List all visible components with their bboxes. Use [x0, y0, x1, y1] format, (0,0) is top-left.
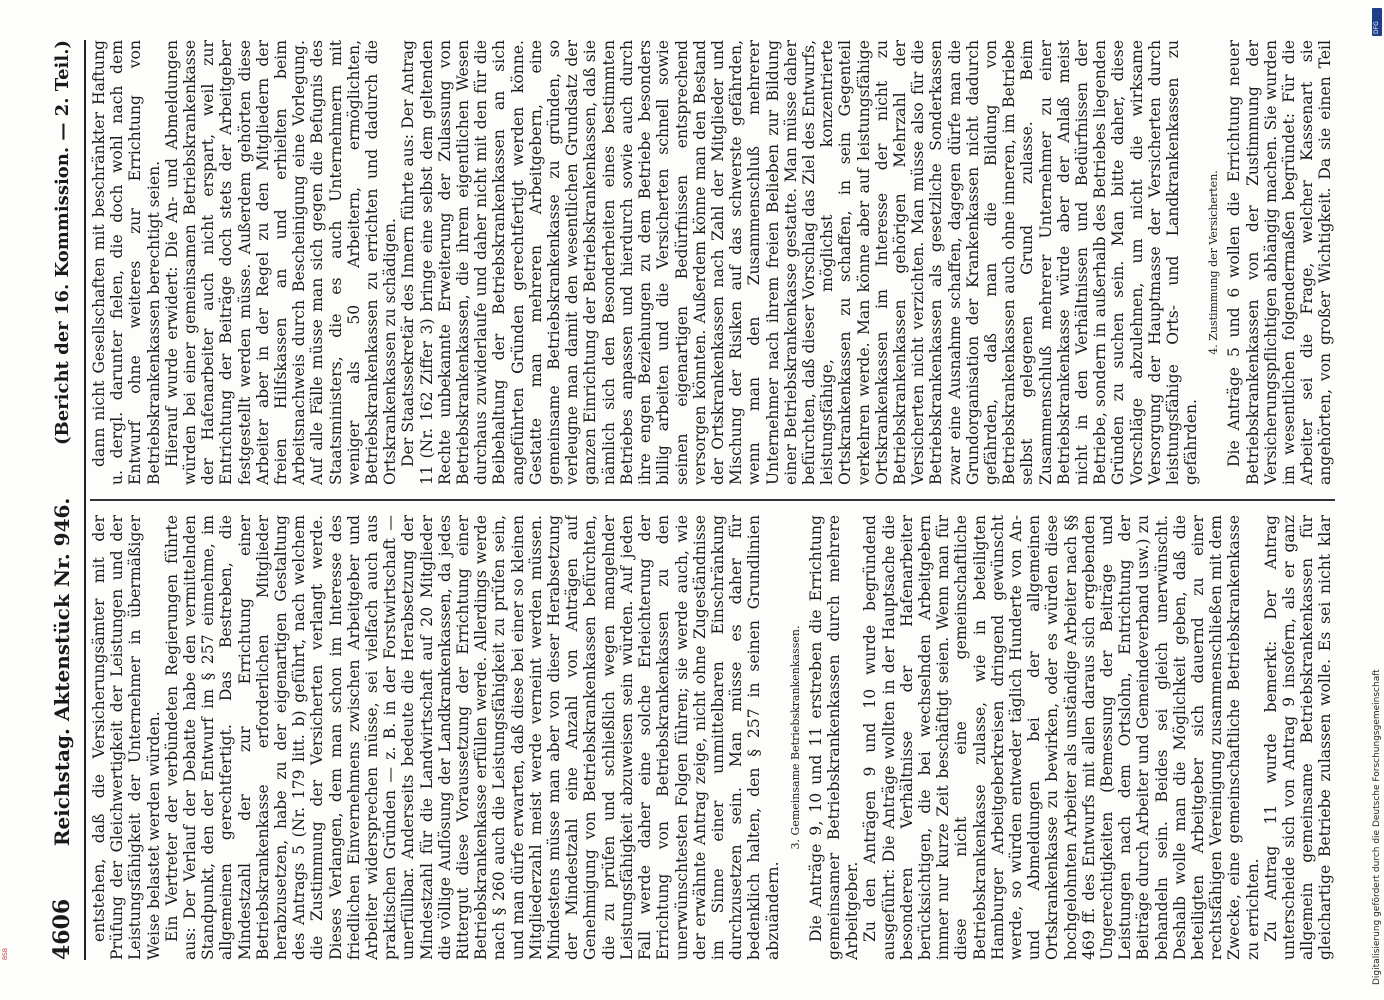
- page-header: [40, 40, 86, 960]
- paragraph: Zu Antrag 11 wurde bemerkt: Der Antrag unterscheide sich von Antrag 9 insofern, als er ganz allgemein gemeinsame Betriebskrankenkassen für gleichartige Betriebe zulassen wolle. Es sei nicht klar: [1261, 515, 1335, 960]
- digitization-credit-text: Digitalisierung gefördert durch die Deutsche Forschungsgemeinschaft: [1372, 669, 1382, 985]
- library-mark: BSB: [2, 948, 9, 960]
- subheading: 3. Gemeinsame Betriebskrankenkassen.: [788, 625, 802, 850]
- page-number: 4606: [49, 898, 75, 960]
- document-source: Reichstag. Aktenstück Nr. 946.: [50, 497, 74, 847]
- paragraph: Zu den Anträgen 9 und 10 wurde begründend ausgeführt: Die Anträge wollten in der Hauptsache die besonderen Verhältnisse der Hafenarbeiter berücksichtigen, die bei wechselnden Arbeitgebern immer nur kurze Zeit beschäftigt seien. Wenn man für diese nicht eine gemeinschaftliche Betriebskrankenkasse zulasse, wie in beteiligten Hamburger Arbeitgeberkreisen dringend gewünscht werde, so würden entweder täglich Hunderte von An- und Abmeldungen bei der allgemeinen Ortskrankenkasse zu bewirken, oder es würden diese hochgelohnten Arbeiter als unständige Arbeiter nach §§ 469 ff. des Entwurfs mit allen daraus sich ergebenden Ungerechtigkeiten (Bemessung der Beiträge und Leistungen nach dem Ortslohn, Entrichtung der Beiträge durch Arbeiter und Gemeindeverband usw.) zu behandeln sein. Beides sei gleich unerwünscht. Deshalb wolle man die Möglichkeit geben, daß die beteiligten Arbeitgeber sich dauernd zu einer rechtsfähigen Vereinigung zusammenschließen mit dem Zwecke, eine gemeinschaftliche Betriebskrankenkasse zu errichten.: [861, 515, 1262, 960]
- paragraph: entstehen, daß die Versicherungsämter mit der Prüfung der Gleichwertigkeit der Leistungen und der Leistungsfähigkeit der Unternehmer in übermäßiger Weise belastet werden würden.: [90, 515, 163, 960]
- paragraph: Die Anträge 9, 10 und 11 erstreben die Errichtung gemeinsamer Betriebskrankenkassen durch mehrere Arbeitgeber.: [806, 515, 862, 960]
- paragraph: Hierauf wurde erwidert: Die An- und Abmeldungen würden bei einer gemeinsamen Betriebskrankenkasse der Hafenarbeiter auch nicht erspart, weil zur Entrichtung der Beiträge doch stets der Arbeitgeber festgestellt werden müsse. Außerdem gehörten diese Arbeiter aber in der Regel zu den Mitgliedern der freien Hilfskassen an und erhielten beim Arbeitsnachweis durch Bescheinigung eine Vorlegung. Auf alle Fälle müsse man sich gegen die Befugnis des Staatsministers, die es auch Unternehmern mit weniger als 50 Arbeitern, ermöglichten, Betriebskrankenkassen zu errichten und dadurch die Ortskrankenkassen zu schädigen.: [162, 40, 400, 485]
- rotated-page-content: [40, 40, 1350, 960]
- column-right: [90, 40, 1335, 485]
- column-divider: [90, 499, 1335, 501]
- section-title: (Bericht der 16. Kommission. — 2. Teil.): [51, 40, 73, 445]
- paragraph: Die Anträge 5 und 6 wollen die Errichtung neuer Betriebskrankenkassen von der Zustimmung der Versicherungspflichtigen abhängig machen. Sie wurden im wesentlichen folgendermaßen begründet: Für die Arbeiter sei die Frage, welcher Kassenart sie angehörten, von großer Wichtigkeit. Da sie einen Teil: [1225, 40, 1335, 485]
- paragraph: dann nicht Gesellschaften mit beschränkter Haftung u. dergl. darunter fielen, die doch wohl nach dem Entwurf ohne weiteres zur Errichtung von Betriebskrankenkassen berechtigt seien.: [90, 40, 163, 485]
- digitization-credit: [1372, 10, 1382, 990]
- dfg-logo-text: DFG: [1373, 21, 1380, 34]
- subheading: 4. Zustimmung der Versicherten.: [1207, 170, 1221, 355]
- paragraph: Der Staatssekretär des Innern führte aus: Der Antrag 11 (Nr. 162 Ziffer 3) bringe eine selbst dem geltenden Rechte unbekannte Erweiterung der Zulassung von Betriebskrankenkassen, die ihrem eigentlichen Wesen durchaus zuwiderlaufe und daher nicht mit den für die Beibehaltung der Betriebskrankenkassen an sich angeführten Gründen gerechtfertigt werden könne. Gestatte man mehreren Arbeitgebern, eine gemeinsame Betriebskrankenkasse zu gründen, so verleugne man damit den wesentlichen Grundsatz der ganzen Einrichtung der Betriebskrankenkassen, daß sie nämlich sich den Besonderheiten eines bestimmten Betriebes anpassen und hierdurch sowie auch durch ihre engen Beziehungen zu dem Betriebe besonders billig arbeiten und die Versicherten schnell sowie seinen eigenartigen Bedürfnissen entsprechend versorgen könnten. Außerdem könne man den Bestand der Ortskrankenkassen nach Zahl der Mitglieder und Mischung der Risiken auf das schwerste gefährden, wenn man den Zusammenschluß mehrerer Unternehmer nach ihrem freien Belieben zur Bildung einer Betriebskrankenkasse gestatte. Man müsse daher befürchten, daß dieser Vorschlag das Ziel des Entwurfs, leistungsfähige, möglichst konzentrierte Ortskrankenkassen zu schaffen, in sein Gegenteil verkehren werde. Man könne aber auf leistungsfähige Ortskrankenkassen im Interesse der nicht zu Betriebskrankenkassen gehörigen Mehrzahl der Versicherten nicht verzichten. Man müsse also für die Betriebskrankenkassen als gesetzliche Sonderkassen zwar eine Ausnahme schaffen, dagegen dürfe man die Grundorganisation der Krankenkassen nicht dadurch gefährden, daß man die Bildung von Betriebskrankenkassen auch ohne inneren, im Betriebe selbst gelegenen Grund zulasse. Beim Zusammenschluß mehrerer Unternehmer zu einer Betriebskrankenkasse würde aber der Anlaß meist nicht in den Verhältnissen und Bedürfnissen der Betriebe, sondern in außerhalb des Betriebes liegenden Gründen zu suchen sein. Man bitte daher, diese Vorschläge abzulehnen, um nicht die wirksame Versorgung der Hauptmasse der Versicherten durch leistungsfähige Orts- und Landkrankenkassen zu gefährden.: [399, 40, 1201, 485]
- text-columns: [90, 40, 1335, 960]
- paragraph: Ein Vertreter der verbündeten Regierungen führte aus: Der Verlauf der Debatte habe den vermittelnden Standpunkt, den der Entwurf im § 257 einnehme, im allgemeinen gerechtfertigt. Das Bestreben, die Mindestzahl der zur Errichtung einer Betriebskrankenkasse erforderlichen Mitglieder herabzusetzen, habe zu der eigenartigen Gestaltung des Antrags 5 (Nr. 179 litt. b) geführt, nach welchem die Zustimmung der Versicherten verlangt werde. Dieses Verlangen, dem man schon im Interesse des friedlichen Einvernehmens zwischen Arbeitgeber und Arbeiter widersprechen müsse, sei vielfach auch aus praktischen Gründen — z. B. in der Forstwirtschaft — unerfüllbar. Anderseits bedeute die Herabsetzung der Mindestzahl für die Landwirtschaft auf 20 Mitglieder die völlige Auflösung der Landkrankenkassen, da jedes Rittergut diese Voraussetzung der Errichtung einer Betriebskrankenkasse erfüllen werde. Allerdings werde nach § 260 auch die Leistungsfähigkeit zu prüfen sein, und man dürfe erwarten, daß diese bei einer so kleinen Mitgliederzahl meist werde verneint werden müssen. Mindestens müsse man aber von dieser Herabsetzung der Mindestzahl eine Anzahl von Anträgen auf Genehmigung von Betriebskrankenkassen befürchten, die zu prüfen und schließlich wegen mangelnder Leistungsfähigkeit abzuweisen sein würden. Auf jeden Fall werde daher eine solche Erleichterung der Errichtung von Betriebskrankenkassen zu den unerwünschtesten Folgen führen; sie werde auch, wie der erwähnte Antrag zeige, nicht ohne Zugeständnisse im Sinne einer unmittelbaren Einschränkung durchzusetzen sein. Man müsse es daher für bedenklich halten, den § 257 in seinen Grundlinien abzuändern.: [162, 515, 782, 960]
- column-left: [90, 515, 1335, 960]
